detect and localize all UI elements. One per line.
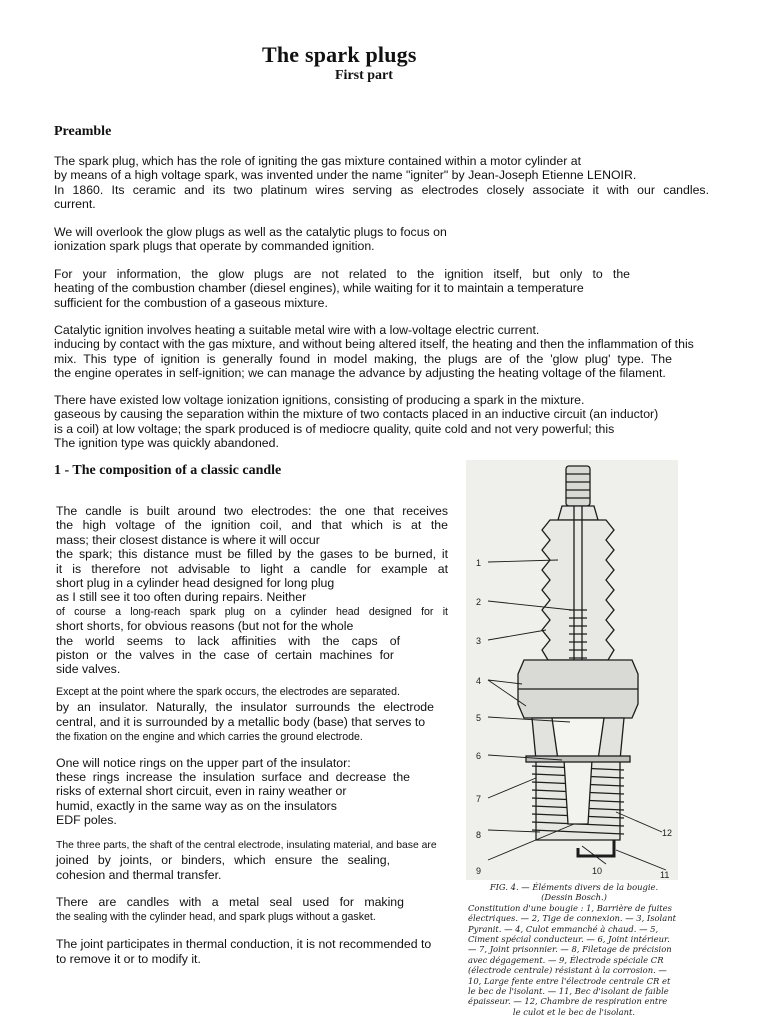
text-line: is a coil) at low voltage; the spark produced is of mediocre quality, quite cold and not very powerful; this (54, 421, 615, 436)
text-line: central, and it is surrounded by a metallic body (base) that serves to (56, 715, 426, 729)
text-line: Except at the point where the spark occurs, the electrodes are separated. (56, 686, 400, 698)
callout-label: 7 (476, 794, 482, 804)
text-line: sufficient for the combustion of a gaseous mixture. (54, 295, 328, 310)
text-line: cohesion and thermal transfer. (56, 868, 222, 882)
text-line: by an insulator. Naturally, the insulator surrounds the electrode (56, 700, 434, 714)
section-1-paragraph-3 (56, 756, 448, 827)
text-line: The spark plug, which has the role of igniting the gas mixture contained within a motor cylinder at (54, 154, 581, 168)
caption-line: le culot et le bec de l'isolant. (512, 1006, 636, 1017)
text-line: the engine operates in self-ignition; we can manage the advance by adjusting the heating voltage of the filament. (54, 365, 666, 380)
text-line: the spark; this distance must be filled by the gases to be burned, it (56, 547, 448, 562)
callout-label: 5 (476, 713, 482, 723)
caption-title: FIG. 4. — Éléments divers de la bougie. (489, 882, 659, 892)
caption-line: avec dégagement. — 9, Électrode spéciale CR (468, 954, 664, 965)
caption-line: Ciment spécial conducteur. — 6, Joint intérieur. (468, 934, 670, 945)
section-1-paragraph-1 (56, 504, 448, 677)
text-line: short plug in a cylinder head designed for long plug (56, 576, 335, 591)
preamble-heading: Preamble (54, 124, 112, 139)
text-line: humid, exactly in the same way as on the insulators (56, 798, 337, 813)
caption-line: Pyranit. — 4, Culot emmanché à chaud. — 5, (468, 923, 659, 934)
section-1-paragraph-6 (56, 937, 448, 967)
page-subtitle: First part (335, 68, 393, 83)
callout-label: 9 (476, 866, 482, 876)
text-line: the world seems to lack affinities with the caps of (56, 633, 400, 648)
page-title: The spark plugs (262, 42, 417, 67)
preamble-paragraph-4 (54, 323, 709, 380)
figure-caption (468, 882, 680, 1017)
text-line: to remove it or to modify it. (56, 952, 201, 966)
caption-source: (Dessin Bosch.) (541, 892, 607, 903)
caption-line: (électrode centrale) résistant à la corrosion. — (468, 965, 667, 976)
text-line: these rings increase the insulation surface and decrease the (56, 770, 410, 785)
caption-line: — 7, Joint prisonnier. — 8, Filetage de précision (468, 944, 672, 955)
callout-label: 6 (476, 751, 482, 761)
preamble-paragraph-3 (54, 267, 630, 310)
caption-line: Constitution d'une bougie : 1, Barrière de fuites (468, 902, 672, 913)
section-1-paragraph-4 (56, 838, 448, 883)
callout-label: 12 (662, 828, 673, 838)
spark-plug-cutaway-drawing (466, 460, 678, 880)
text-line: side valves. (56, 662, 121, 677)
callout-label: 4 (476, 676, 482, 686)
text-line: gaseous by causing the separation within the mixture of two contacts placed in an inductive circuit (an inductor) (54, 407, 659, 422)
section-1-paragraph-5 (56, 895, 448, 925)
text-line: current. (54, 196, 96, 211)
section-1-paragraph-2 (56, 685, 448, 745)
caption-line: épaisseur. — 12, Chambre de respiration entre (468, 996, 668, 1007)
text-line: We will overlook the glow plugs as well as the catalytic plugs to focus on (54, 225, 447, 239)
text-line: by means of a high voltage spark, was invented under the name "igniter" by Jean-Joseph Etienne LENOIR. (54, 168, 637, 183)
text-line: The three parts, the shaft of the central electrode, insulating material, and base are (56, 840, 437, 851)
text-line: One will notice rings on the upper part of the insulator: (56, 756, 351, 770)
text-line: There have existed low voltage ionization ignitions, consisting of producing a spark in the mixture. (54, 393, 585, 407)
callout-label: 8 (476, 830, 482, 840)
text-line: The ignition type was quickly abandoned. (54, 435, 279, 450)
text-line: The candle is built around two electrodes: the one that receives (56, 504, 448, 518)
caption-line: électriques. — 2, Tige de connexion. — 3, Isolant (468, 913, 676, 924)
preamble-paragraph-1 (54, 154, 709, 211)
text-line: Catalytic ignition involves heating a suitable metal wire with a low-voltage electric current. (54, 323, 540, 337)
section-1-heading: 1 - The composition of a classic candle (54, 463, 282, 478)
text-line: mass; their closest distance is where it will occur (56, 532, 320, 547)
callout-label: 3 (476, 636, 482, 646)
text-line: ionization spark plugs that operate by commanded ignition. (54, 239, 375, 254)
text-line: EDF poles. (56, 812, 117, 827)
caption-line: le bec de l'isolant. — 11, Bec d'isolant de faible (468, 986, 669, 997)
text-line: the high voltage of the ignition coil, and that which is at the (56, 518, 448, 533)
text-line: of course a long-reach spark plug on a cylinder head designed for it (56, 605, 448, 618)
text-line: risks of external short circuit, even in rainy weather or (56, 784, 347, 799)
callout-label: 1 (476, 558, 482, 568)
text-line: There are candles with a metal seal used for making (56, 895, 404, 909)
text-line: it is therefore not advisable to light a candle for example at (56, 561, 448, 576)
callout-label: 10 (592, 866, 603, 876)
text-line: short shorts, for obvious reasons (but not for the whole (56, 619, 354, 634)
caption-line: 10, Large fente entre l'électrode centrale CR et (468, 975, 671, 986)
text-line: mix. This type of ignition is generally found in model making, the plugs are of the 'glow plug' type. The (54, 351, 672, 366)
text-line: the fixation on the engine and which carries the ground electrode. (56, 731, 363, 743)
text-line: heating of the combustion chamber (diesel engines), while waiting for it to maintain a temperature (54, 281, 584, 296)
text-line: piston or the valves in the case of certain machines for (56, 648, 394, 663)
text-line: inducing by contact with the gas mixture, and without being altered itself, the heating and then the inflammation of this (54, 337, 694, 352)
text-line: as I still see it too often during repairs. Neither (56, 590, 307, 605)
text-line: The joint participates in thermal conduction, it is not recommended to (56, 937, 432, 951)
text-line: In 1860. Its ceramic and its two platinum wires serving as electrodes closely associate it with our candles. (54, 182, 709, 197)
text-line: the sealing with the cylinder head, and spark plugs without a gasket. (56, 911, 376, 923)
text-line: For your information, the glow plugs are not related to the ignition itself, but only to the (54, 267, 630, 281)
preamble-paragraph-2 (54, 225, 709, 254)
text-line: joined by joints, or binders, which ensure the sealing, (56, 853, 390, 867)
callout-label: 2 (476, 597, 482, 607)
callout-label: 11 (660, 870, 670, 880)
spark-plug-figure (466, 460, 678, 880)
preamble-paragraph-5 (54, 393, 709, 450)
